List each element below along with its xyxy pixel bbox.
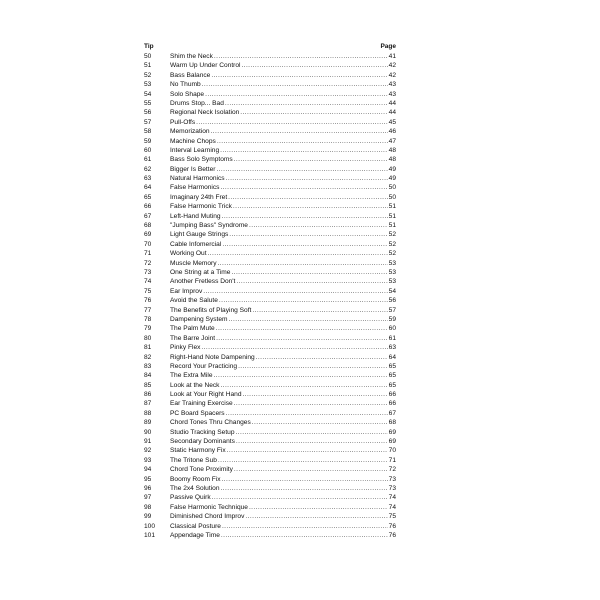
dot-leader bbox=[218, 259, 388, 268]
tip-number: 65 bbox=[144, 193, 152, 201]
dot-leader bbox=[234, 465, 388, 474]
dot-leader bbox=[222, 212, 388, 221]
tip-number: 82 bbox=[144, 353, 152, 361]
tip-title: "Jumping Bass" Syndrome bbox=[170, 222, 248, 230]
tip-number: 79 bbox=[144, 325, 152, 333]
dot-leader bbox=[236, 277, 387, 286]
tip-title: Chord Tones Thru Changes bbox=[170, 419, 251, 427]
tip-number: 86 bbox=[144, 391, 152, 399]
page-number: 49 bbox=[388, 175, 396, 183]
tip-number: 85 bbox=[144, 381, 152, 389]
page-number: 42 bbox=[388, 62, 396, 70]
dot-leader bbox=[202, 80, 388, 89]
tip-number: 55 bbox=[144, 99, 152, 107]
tip-title: Pull-Offs bbox=[170, 118, 196, 126]
page-number: 52 bbox=[388, 231, 396, 239]
toc-entry[interactable] bbox=[144, 306, 396, 315]
tip-title: Another Fretless Don't bbox=[170, 278, 236, 286]
toc-entry[interactable] bbox=[144, 334, 396, 343]
page-number: 71 bbox=[388, 456, 396, 464]
tip-title: Imaginary 24th Fret bbox=[170, 193, 228, 201]
tip-title: Bigger Is Better bbox=[170, 165, 216, 173]
tip-title: The Benefits of Playing Soft bbox=[170, 306, 252, 314]
tip-title: Natural Harmonics bbox=[170, 175, 225, 183]
toc-entry[interactable] bbox=[144, 475, 396, 484]
toc-entry[interactable] bbox=[144, 409, 396, 418]
dot-leader bbox=[214, 52, 388, 61]
tip-number: 71 bbox=[144, 250, 152, 258]
toc-entry[interactable] bbox=[144, 381, 396, 390]
tip-title: Solo Shape bbox=[170, 90, 205, 98]
dot-leader bbox=[218, 456, 388, 465]
toc-entry[interactable] bbox=[144, 90, 396, 99]
page-number: 73 bbox=[388, 475, 396, 483]
tip-number: 59 bbox=[144, 137, 152, 145]
tip-column-header: Tip bbox=[144, 43, 154, 50]
tip-number: 84 bbox=[144, 372, 152, 380]
dot-leader bbox=[217, 137, 388, 146]
toc-entry[interactable] bbox=[144, 428, 396, 437]
tip-number: 64 bbox=[144, 184, 152, 192]
tip-number: 89 bbox=[144, 419, 152, 427]
tip-title: The Palm Mute bbox=[170, 325, 215, 333]
toc-entry[interactable] bbox=[144, 71, 396, 80]
toc-entry[interactable] bbox=[144, 165, 396, 174]
toc-entry[interactable] bbox=[144, 108, 396, 117]
page-number: 66 bbox=[388, 391, 396, 399]
toc-entry[interactable] bbox=[144, 371, 396, 380]
toc-entry[interactable] bbox=[144, 437, 396, 446]
tip-number: 87 bbox=[144, 400, 152, 408]
dot-leader bbox=[249, 503, 388, 512]
dot-leader bbox=[216, 334, 388, 343]
tip-title: False Harmonics bbox=[170, 184, 220, 192]
dot-leader bbox=[256, 353, 388, 362]
tip-number: 63 bbox=[144, 175, 152, 183]
toc-entry[interactable] bbox=[144, 52, 396, 61]
toc-entry[interactable] bbox=[144, 249, 396, 258]
tip-title: The Barre Joint bbox=[170, 334, 216, 342]
page-column-header: Page bbox=[380, 43, 396, 50]
dot-leader bbox=[205, 90, 388, 99]
dot-leader bbox=[216, 165, 387, 174]
tip-number: 83 bbox=[144, 362, 152, 370]
toc-entry[interactable] bbox=[144, 183, 396, 192]
page-number: 53 bbox=[388, 268, 396, 276]
tip-number: 51 bbox=[144, 62, 152, 70]
tip-title: PC Board Spacers bbox=[170, 409, 225, 417]
page-number: 53 bbox=[388, 259, 396, 267]
dot-leader bbox=[222, 522, 388, 531]
dot-leader bbox=[245, 512, 387, 521]
page-number: 67 bbox=[388, 409, 396, 417]
tip-number: 90 bbox=[144, 428, 152, 436]
toc-entry[interactable] bbox=[144, 118, 396, 127]
tip-title: Cable Infomercial bbox=[170, 240, 222, 248]
tip-title: Passive Quirk bbox=[170, 494, 211, 502]
toc-entry[interactable] bbox=[144, 503, 396, 512]
page-number: 47 bbox=[388, 137, 396, 145]
tip-title: No Thumb bbox=[170, 81, 201, 89]
dot-leader bbox=[220, 381, 387, 390]
toc-entry[interactable] bbox=[144, 484, 396, 493]
toc-entry[interactable] bbox=[144, 137, 396, 146]
tip-number: 73 bbox=[144, 268, 152, 276]
tip-number: 93 bbox=[144, 456, 152, 464]
dot-leader bbox=[211, 127, 388, 136]
dot-leader bbox=[240, 108, 387, 117]
page-number: 42 bbox=[388, 71, 396, 79]
tip-title: Static Harmony Fix bbox=[170, 447, 226, 455]
tip-number: 95 bbox=[144, 475, 152, 483]
tip-number: 76 bbox=[144, 297, 152, 305]
toc-entry[interactable] bbox=[144, 531, 396, 540]
tip-number: 80 bbox=[144, 334, 152, 342]
dot-leader bbox=[234, 155, 388, 164]
toc-entry[interactable] bbox=[144, 315, 396, 324]
tip-number: 62 bbox=[144, 165, 152, 173]
tip-number: 57 bbox=[144, 118, 152, 126]
dot-leader bbox=[225, 99, 388, 108]
dot-leader bbox=[252, 418, 388, 427]
tip-title: Muscle Memory bbox=[170, 259, 217, 267]
tip-number: 67 bbox=[144, 212, 152, 220]
tip-title: Look at Your Right Hand bbox=[170, 391, 242, 399]
tip-title: Avoid the Salute bbox=[170, 297, 218, 305]
dot-leader bbox=[212, 493, 388, 502]
page-number: 43 bbox=[388, 81, 396, 89]
toc-entry[interactable] bbox=[144, 127, 396, 136]
tip-number: 97 bbox=[144, 494, 152, 502]
tip-number: 96 bbox=[144, 484, 152, 492]
tip-title: Left-Hand Muting bbox=[170, 212, 221, 220]
toc-entry[interactable] bbox=[144, 212, 396, 221]
toc-entry[interactable] bbox=[144, 230, 396, 239]
toc-entry[interactable] bbox=[144, 268, 396, 277]
tip-title: The Tritone Sub bbox=[170, 456, 217, 464]
page-number: 60 bbox=[388, 325, 396, 333]
tip-number: 78 bbox=[144, 315, 152, 323]
page-number: 52 bbox=[388, 240, 396, 248]
dot-leader bbox=[226, 174, 388, 183]
tip-title: Boomy Room Fix bbox=[170, 475, 221, 483]
tip-number: 58 bbox=[144, 128, 152, 136]
toc-entry[interactable] bbox=[144, 277, 396, 286]
tip-number: 101 bbox=[144, 531, 156, 539]
tip-number: 68 bbox=[144, 222, 152, 230]
dot-leader bbox=[234, 399, 388, 408]
toc-entry[interactable] bbox=[144, 446, 396, 455]
page-number: 76 bbox=[388, 522, 396, 530]
page-number: 56 bbox=[388, 297, 396, 305]
dot-leader bbox=[249, 221, 388, 230]
page-number: 49 bbox=[388, 165, 396, 173]
page-number: 63 bbox=[388, 344, 396, 352]
dot-leader bbox=[221, 484, 388, 493]
toc-entry[interactable] bbox=[144, 456, 396, 465]
tip-title: Working Out bbox=[170, 250, 207, 258]
page-number: 44 bbox=[388, 109, 396, 117]
dot-leader bbox=[228, 193, 387, 202]
dot-leader bbox=[236, 428, 388, 437]
page-number: 51 bbox=[388, 222, 396, 230]
tip-title: Drums Stop... Bad bbox=[170, 99, 224, 107]
toc-entry[interactable] bbox=[144, 221, 396, 230]
dot-leader bbox=[211, 71, 387, 80]
page-number: 74 bbox=[388, 494, 396, 502]
dot-leader bbox=[252, 306, 387, 315]
page-number: 59 bbox=[388, 315, 396, 323]
toc-entry[interactable] bbox=[144, 240, 396, 249]
tip-title: Memorization bbox=[170, 128, 210, 136]
dot-leader bbox=[222, 240, 387, 249]
page-number: 69 bbox=[388, 438, 396, 446]
tip-number: 53 bbox=[144, 81, 152, 89]
toc-entry[interactable] bbox=[144, 390, 396, 399]
tip-title: Machine Chops bbox=[170, 137, 216, 145]
page-number: 51 bbox=[388, 212, 396, 220]
tip-title: Interval Learning bbox=[170, 146, 220, 154]
tip-number: 72 bbox=[144, 259, 152, 267]
dot-leader bbox=[203, 287, 387, 296]
page-number: 44 bbox=[388, 99, 396, 107]
toc-entry[interactable] bbox=[144, 296, 396, 305]
dot-leader bbox=[241, 61, 387, 70]
toc-entry[interactable] bbox=[144, 155, 396, 164]
page-number: 68 bbox=[388, 419, 396, 427]
tip-number: 61 bbox=[144, 156, 152, 164]
tip-title: Regional Neck Isolation bbox=[170, 109, 240, 117]
tip-number: 52 bbox=[144, 71, 152, 79]
page-number: 65 bbox=[388, 372, 396, 380]
toc-entry[interactable] bbox=[144, 193, 396, 202]
page-number: 76 bbox=[388, 531, 396, 539]
tip-number: 81 bbox=[144, 344, 152, 352]
page-number: 73 bbox=[388, 484, 396, 492]
toc-list bbox=[144, 52, 396, 540]
tip-title: Warm Up Under Control bbox=[170, 62, 241, 70]
toc-entry[interactable] bbox=[144, 287, 396, 296]
toc-entry[interactable] bbox=[144, 146, 396, 155]
tip-number: 50 bbox=[144, 53, 152, 60]
page-number: 51 bbox=[388, 203, 396, 211]
page-number: 52 bbox=[388, 250, 396, 258]
tip-number: 54 bbox=[144, 90, 152, 98]
page-number: 65 bbox=[388, 362, 396, 370]
page-number: 66 bbox=[388, 400, 396, 408]
tip-title: Chord Tone Proximity bbox=[170, 466, 233, 474]
page-number: 48 bbox=[388, 146, 396, 154]
tip-title: False Harmonic Trick bbox=[170, 203, 232, 211]
toc-entry[interactable] bbox=[144, 493, 396, 502]
page-number: 57 bbox=[388, 306, 396, 314]
toc-entry[interactable] bbox=[144, 343, 396, 352]
tip-title: Studio Tracking Setup bbox=[170, 428, 235, 436]
page-number: 70 bbox=[388, 447, 396, 455]
tip-title: Shim the Neck bbox=[170, 53, 213, 60]
page-number: 48 bbox=[388, 156, 396, 164]
tip-number: 66 bbox=[144, 203, 152, 211]
dot-leader bbox=[221, 531, 388, 540]
tip-title: Pinky Flex bbox=[170, 344, 201, 352]
tip-title: Bass Solo Symptoms bbox=[170, 156, 233, 164]
dot-leader bbox=[227, 446, 388, 455]
tip-title: One String at a Time bbox=[170, 268, 231, 276]
dot-leader bbox=[216, 324, 388, 333]
toc-entry[interactable] bbox=[144, 465, 396, 474]
page-number: 50 bbox=[388, 193, 396, 201]
tip-title: Diminished Chord Improv bbox=[170, 513, 245, 521]
toc-entry[interactable] bbox=[144, 202, 396, 211]
dot-leader bbox=[226, 409, 388, 418]
toc-entry[interactable] bbox=[144, 522, 396, 531]
page-number: 50 bbox=[388, 184, 396, 192]
toc-entry[interactable] bbox=[144, 324, 396, 333]
tip-number: 100 bbox=[144, 522, 156, 530]
tip-number: 99 bbox=[144, 513, 152, 521]
toc-entry[interactable] bbox=[144, 362, 396, 371]
page-number: 53 bbox=[388, 278, 396, 286]
tip-title: The Extra Mile bbox=[170, 372, 213, 380]
dot-leader bbox=[236, 437, 388, 446]
toc-entry[interactable] bbox=[144, 399, 396, 408]
tip-title: The 2x4 Solution bbox=[170, 484, 220, 492]
page-number: 41 bbox=[388, 53, 396, 60]
toc-entry[interactable] bbox=[144, 512, 396, 521]
dot-leader bbox=[222, 475, 388, 484]
dot-leader bbox=[196, 118, 387, 127]
page-number: 54 bbox=[388, 287, 396, 295]
tip-title: Look at the Neck bbox=[170, 381, 220, 389]
tip-title: Light Gauge Strings bbox=[170, 231, 229, 239]
page-number: 65 bbox=[388, 381, 396, 389]
tip-title: Appendage Time bbox=[170, 531, 220, 539]
toc-entry[interactable] bbox=[144, 418, 396, 427]
page-number: 45 bbox=[388, 118, 396, 126]
tip-title: Dampening System bbox=[170, 315, 228, 323]
dot-leader bbox=[233, 202, 388, 211]
toc-entry[interactable] bbox=[144, 99, 396, 108]
dot-leader bbox=[220, 146, 388, 155]
tip-title: Classical Posture bbox=[170, 522, 221, 530]
toc-header bbox=[144, 42, 396, 52]
page-number: 46 bbox=[388, 128, 396, 136]
tip-number: 91 bbox=[144, 438, 152, 446]
dot-leader bbox=[229, 315, 388, 324]
toc-entry[interactable] bbox=[144, 80, 396, 89]
tip-number: 98 bbox=[144, 503, 152, 511]
tip-number: 60 bbox=[144, 146, 152, 154]
dot-leader bbox=[229, 230, 387, 239]
toc-entry[interactable] bbox=[144, 259, 396, 268]
tip-number: 74 bbox=[144, 278, 152, 286]
tip-title: Ear Training Exercise bbox=[170, 400, 233, 408]
page-number: 75 bbox=[388, 513, 396, 521]
toc-entry[interactable] bbox=[144, 61, 396, 70]
dot-leader bbox=[201, 343, 387, 352]
tip-number: 92 bbox=[144, 447, 152, 455]
toc-entry[interactable] bbox=[144, 174, 396, 183]
page-number: 61 bbox=[388, 334, 396, 342]
tip-number: 70 bbox=[144, 240, 152, 248]
tip-number: 56 bbox=[144, 109, 152, 117]
page-number: 72 bbox=[388, 466, 396, 474]
dot-leader bbox=[214, 371, 388, 380]
tip-title: False Harmonic Technique bbox=[170, 503, 248, 511]
dot-leader bbox=[208, 249, 388, 258]
page-number: 43 bbox=[388, 90, 396, 98]
tip-number: 94 bbox=[144, 466, 152, 474]
tip-title: Record Your Practicing bbox=[170, 362, 238, 370]
tip-number: 88 bbox=[144, 409, 152, 417]
tip-title: Ear Improv bbox=[170, 287, 203, 295]
page-number: 64 bbox=[388, 353, 396, 361]
dot-leader bbox=[219, 296, 388, 305]
dot-leader bbox=[238, 362, 388, 371]
page-number: 69 bbox=[388, 428, 396, 436]
dot-leader bbox=[220, 183, 387, 192]
tip-number: 75 bbox=[144, 287, 152, 295]
tip-number: 69 bbox=[144, 231, 152, 239]
toc-entry[interactable] bbox=[144, 353, 396, 362]
tip-title: Bass Balance bbox=[170, 71, 211, 79]
tip-title: Right-Hand Note Dampening bbox=[170, 353, 255, 361]
dot-leader bbox=[242, 390, 387, 399]
tip-number: 77 bbox=[144, 306, 152, 314]
dot-leader bbox=[231, 268, 387, 277]
tip-title: Secondary Dominants bbox=[170, 438, 235, 446]
page-number: 74 bbox=[388, 503, 396, 511]
table-of-contents bbox=[144, 42, 396, 540]
